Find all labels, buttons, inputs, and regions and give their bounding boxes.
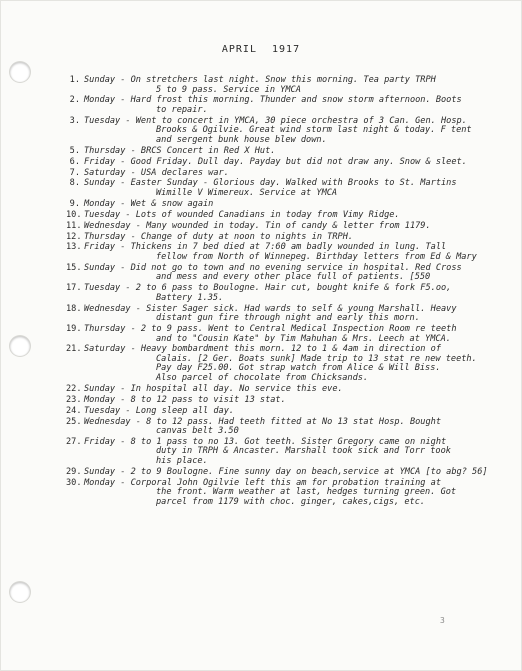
entry-text: Saturday - USA declares war. bbox=[84, 167, 229, 178]
entry-text: Sunday - In hospital all day. No service this eve. bbox=[84, 383, 343, 394]
entry-text: Sunday - Did not go to town and no evening service in hospital. Red Cross bbox=[84, 262, 462, 273]
entry-text-continuation: Also parcel of chocolate from Chicksands. bbox=[156, 372, 369, 383]
entry-text: Monday - Wet & snow again bbox=[84, 198, 214, 209]
entry-date-number: 23. bbox=[66, 394, 82, 405]
entry-text: Wednesday - Many wounded in today. Tin of candy & letter from 1179. bbox=[84, 220, 431, 231]
entry-text-continuation: distant gun fire through night and early this morn. bbox=[156, 313, 420, 324]
entry-text-continuation: the front. Warm weather at last, hedges turning green. Got bbox=[156, 487, 457, 498]
page-mark: 3 bbox=[440, 616, 445, 625]
entry-date-number: 21. bbox=[66, 344, 82, 355]
entry-text: Monday - Corporal John Ogilvie left this am for probation training at bbox=[84, 477, 441, 488]
entry-text-continuation: 5 to 9 pass. Service in YMCA bbox=[156, 84, 301, 95]
entry-text-continuation: Wimille V Wimereux. Service at YMCA bbox=[156, 187, 338, 198]
entry-date-number: 5. bbox=[69, 145, 80, 156]
entry-date-number: 13. bbox=[66, 242, 82, 253]
entry-date-number: 11. bbox=[66, 220, 82, 231]
entry-text: Wednesday - 8 to 12 pass. Had teeth fitted at No 13 stat Hosp. Bought bbox=[84, 416, 441, 427]
entry-date-number: 3. bbox=[69, 115, 80, 126]
entry-text-continuation: canvas belt 3.50 bbox=[156, 426, 239, 436]
entry-date-number: 27. bbox=[66, 436, 82, 447]
binder-hole-top bbox=[10, 62, 30, 82]
entry-text: Thursday - BRCS Concert in Red X Hut. bbox=[84, 145, 276, 156]
entry-text-continuation: his place. bbox=[156, 455, 208, 466]
entry-text: Thursday - Change of duty at noon to nights in TRPH. bbox=[84, 231, 354, 242]
entry-text-continuation: fellow from North of Winnepeg. Birthday letters from Ed & Mary bbox=[156, 251, 477, 262]
entry-date-number: 22. bbox=[66, 383, 82, 394]
binder-hole-middle bbox=[10, 336, 30, 356]
entry-date-number: 12. bbox=[66, 231, 82, 242]
entry-text: Friday - 8 to 1 pass to no 13. Got teeth. Sister Gregory came on night bbox=[84, 436, 447, 447]
entry-text: Sunday - Easter Sunday - Glorious day. Walked with Brooks to St. Martins bbox=[84, 178, 457, 189]
entry-text-continuation: and mess and every other place full of patients. [550 bbox=[156, 272, 431, 283]
entry-date-number: 19. bbox=[66, 324, 82, 334]
entry-text: Saturday - Heavy bombardment this morn. 12 to 1 & 4am in direction of bbox=[84, 344, 441, 355]
binder-hole-bottom bbox=[10, 582, 30, 602]
entry-date-number: 15. bbox=[66, 262, 82, 273]
entry-text-continuation: Brooks & Ogilvie. Great wind storm last night & today. F tent bbox=[156, 125, 472, 136]
entry-text: Sunday - On stretchers last night. Snow this morning. Tea party TRPH bbox=[84, 75, 436, 85]
entry-text-continuation: parcel from 1179 with choc. ginger, cakes,cigs, etc. bbox=[156, 496, 426, 507]
entry-date-number: 2. bbox=[69, 95, 80, 106]
title-year: 1917 bbox=[272, 44, 301, 55]
entry-text: Tuesday - Went to concert in YMCA, 30 piece orchestra of 3 Can. Gen. Hosp. bbox=[84, 115, 467, 126]
entry-text: Tuesday - Lots of wounded Canadians in today from Vimy Ridge. bbox=[84, 209, 400, 220]
entry-date-number: 6. bbox=[69, 156, 80, 167]
entry-text: Tuesday - Long sleep all day. bbox=[84, 405, 235, 416]
entry-text: Friday - Thickens in 7 bed died at 7:60 am badly wounded in lung. Tall bbox=[84, 242, 447, 253]
entry-date-number: 25. bbox=[66, 416, 82, 427]
entry-date-number: 24. bbox=[66, 405, 82, 416]
entry-date-number: 8. bbox=[69, 178, 80, 189]
entry-text-continuation: Battery 1.35. bbox=[156, 292, 224, 303]
entry-date-number: 10. bbox=[66, 209, 82, 220]
entry-text-continuation: Calais. [2 Ger. Boats sunk] Made trip to 13 stat re new teeth. bbox=[156, 353, 477, 364]
entry-text: Thursday - 2 to 9 pass. Went to Central Medical Inspection Room re teeth bbox=[84, 324, 457, 334]
page-title bbox=[0, 44, 522, 55]
entry-date-number: 9. bbox=[69, 198, 80, 209]
entry-text: Monday - Hard frost this morning. Thunder and snow storm afternoon. Boots bbox=[84, 95, 462, 106]
entry-date-number: 7. bbox=[69, 167, 80, 178]
entry-date-number: 18. bbox=[66, 303, 82, 314]
entry-date-number: 1. bbox=[69, 75, 80, 85]
entry-text-continuation: Pay day F25.00. Got strap watch from Alice & Will Biss. bbox=[156, 363, 441, 374]
entry-text-continuation: to repair. bbox=[156, 104, 208, 115]
entry-text: Friday - Good Friday. Dull day. Payday but did not draw any. Snow & sleet. bbox=[84, 156, 467, 167]
entry-text: Monday - 8 to 12 pass to visit 13 stat. bbox=[84, 394, 286, 405]
entry-text: Wednesday - Sister Sager sick. Had wards to self & young Marshall. Heavy bbox=[84, 303, 457, 314]
entry-text-continuation: duty in TRPH & Ancaster. Marshall took sick and Torr took bbox=[156, 446, 451, 457]
entry-date-number: 17. bbox=[66, 283, 82, 294]
entry-text-continuation: and sergent bunk house blew down. bbox=[156, 134, 327, 145]
title-month: APRIL bbox=[221, 44, 257, 55]
entry-text: Tuesday - 2 to 6 pass to Boulogne. Hair cut, bought knife & fork F5.oo, bbox=[84, 283, 452, 294]
entry-date-number: 29. bbox=[66, 466, 82, 477]
entry-date-number: 30. bbox=[66, 477, 82, 488]
entry-text-continuation: and to "Cousin Kate" by Tim Mahuhan & Mrs. Leech at YMCA. bbox=[156, 333, 451, 344]
entry-text: Sunday - 2 to 9 Boulogne. Fine sunny day on beach,service at YMCA [to abg? 56] bbox=[84, 466, 488, 477]
